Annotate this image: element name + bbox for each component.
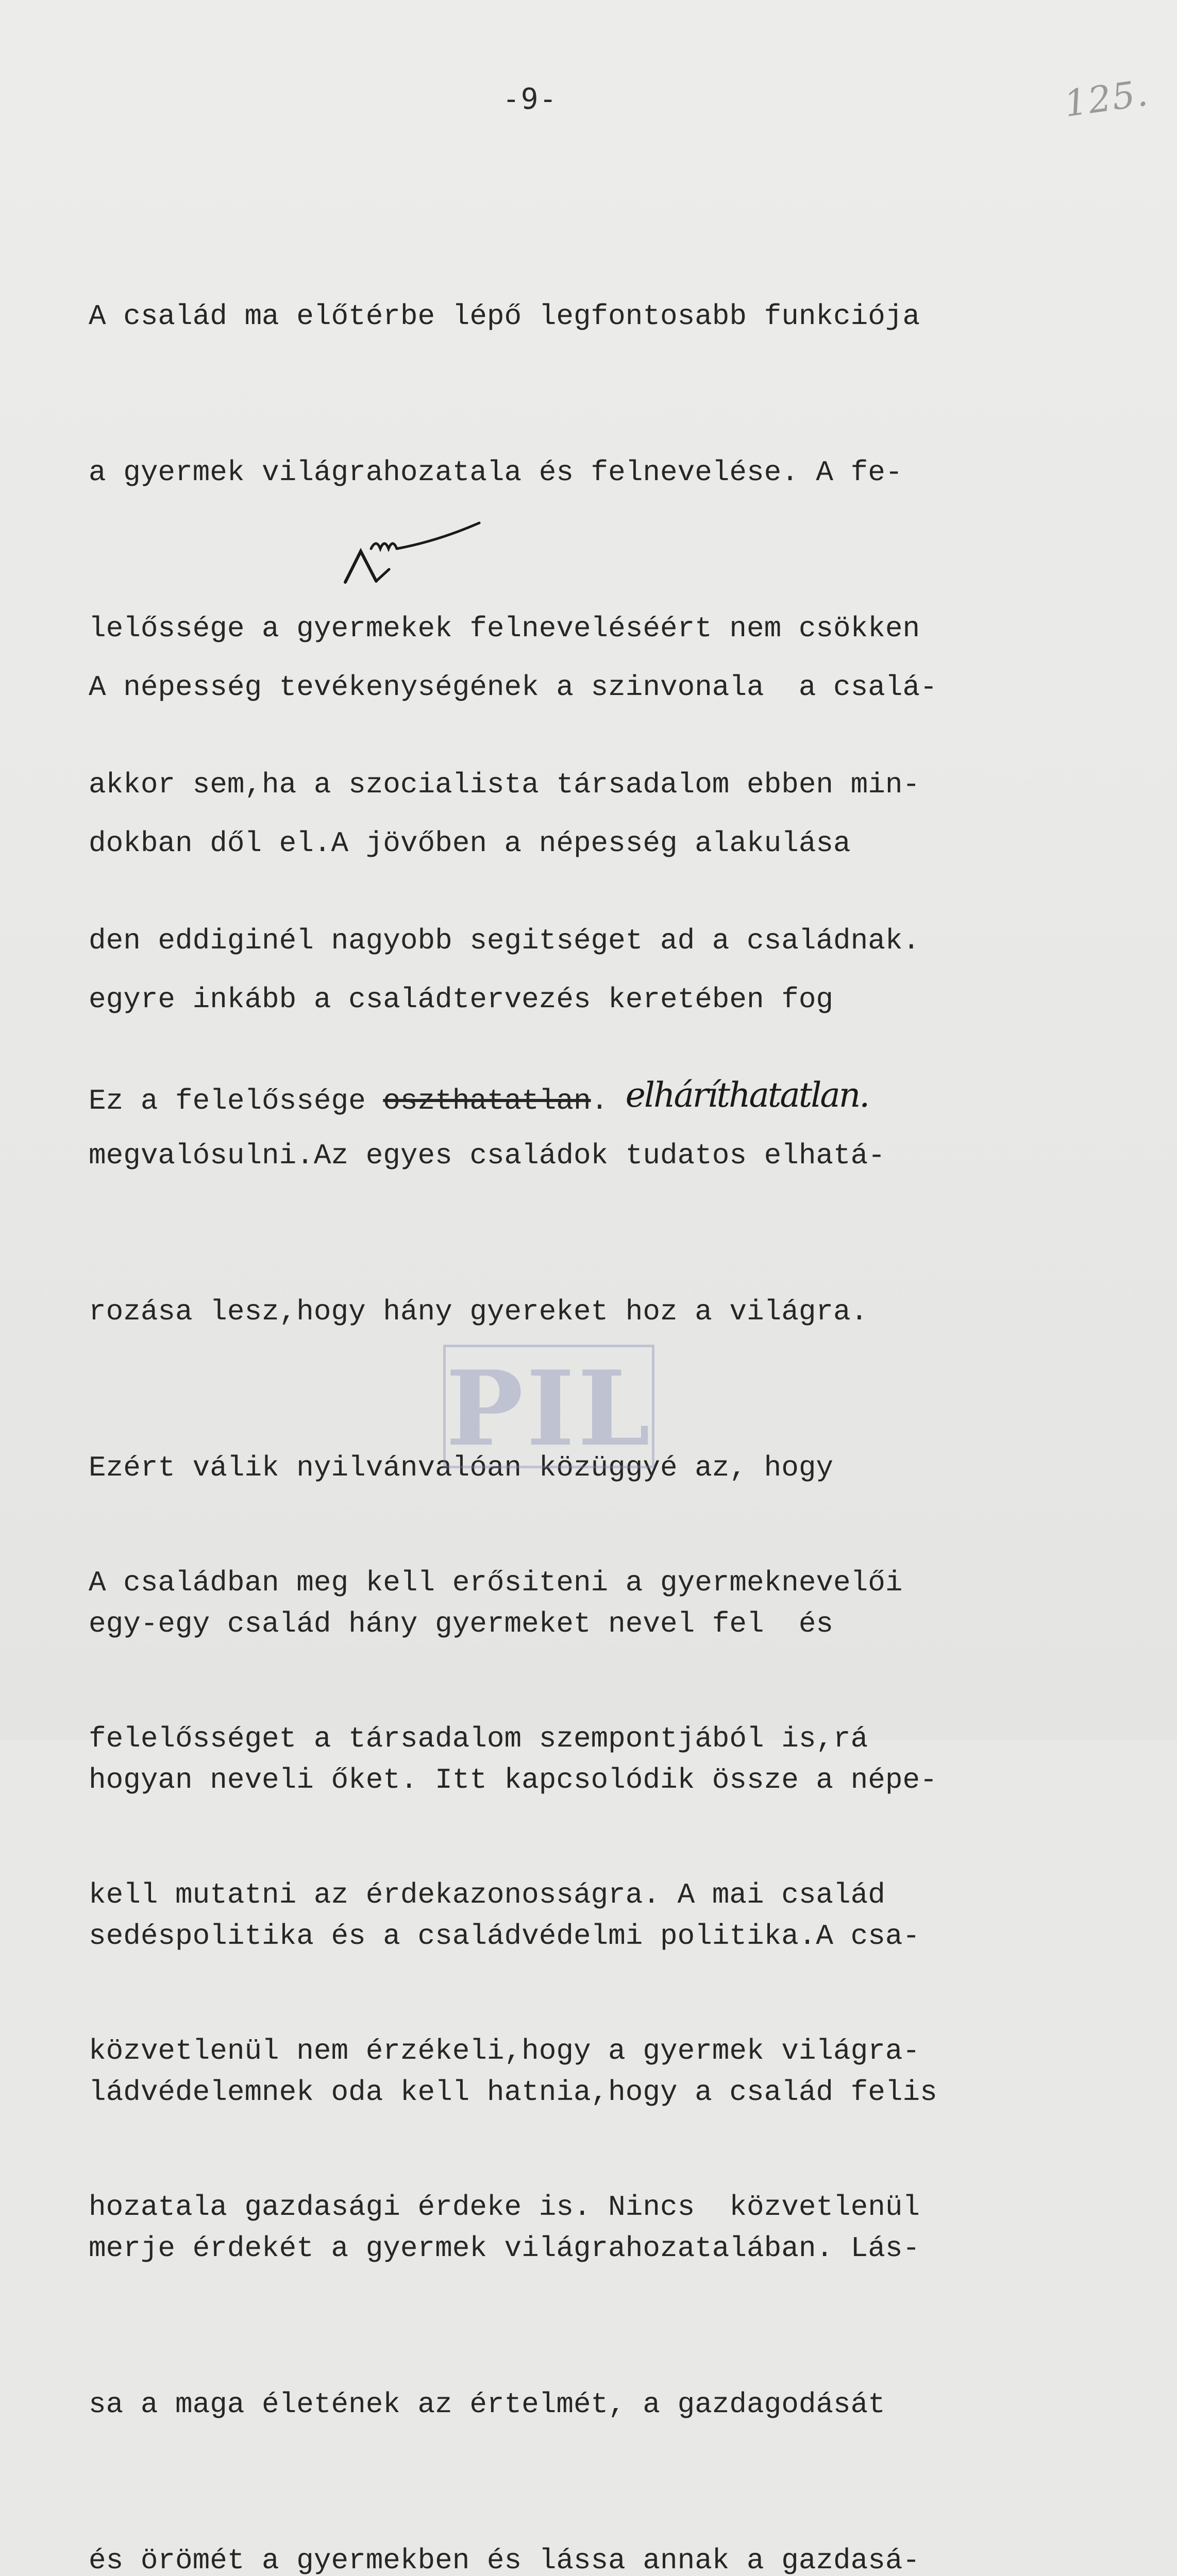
text-line: és örömét a gyermekben és lássa annak a gazdasá- [89,2544,920,2576]
struck-word: oszthatatlan [383,1084,591,1117]
text-line: kell mutatni az érdekazonosságra. A mai család [89,1878,885,1911]
text-line: den eddiginél nagyobb segitséget ad a családnak. [89,924,920,957]
text-line: rozása lesz,hogy hány gyereket hoz a világra. [89,1295,868,1328]
handwritten-correction: elháríthatatlan. [625,1075,869,1115]
text-line: sa a maga életének az értelmét, a gazdagodását [89,2388,885,2421]
text-line: Ezért válik nyilvánvalóan közüggyé az, hogy [89,1451,834,1484]
text-line: felelősséget a társadalom szempontjából is,rá [89,1722,868,1755]
text-line: hozatala gazdasági érdeke is. Nincs közvetlenül [89,2191,920,2224]
archive-stamp [443,1345,654,1468]
text-line: a gyermek világrahozatala és felnevelése. A fe- [89,456,903,489]
text-line: akkor sem,ha a szocialista társadalom ebben min- [89,768,920,801]
paragraph-3 [89,1453,1140,2337]
text-line: A családban meg kell erősiteni a gyermeknevelői [89,1566,903,1599]
archive-number-handwritten: 125. [1062,71,1151,126]
text-line: közvetlenül nem érzékeli,hogy a gyermek világra- [89,2035,920,2067]
stamp-text: PIL [446,1348,653,1469]
text-line: lelőssége a gyermekek felneveléséért nem csökken [89,612,920,645]
text-fragment: Ez a felelőssége [89,1084,383,1117]
text-line: A népesség tevékenységének a szinvonala a csalá- [89,671,937,704]
text-line: ládvédelemnek oda kell hatnia,hogy a család felis [89,2076,937,2109]
text-line: A család ma előtérbe lépő legfontosabb funkciója [89,300,920,333]
page-number: -9- [502,82,558,116]
text-line: megvalósulni.Az egyes családok tudatos elhatá- [89,1139,885,1172]
text-line: egyre inkább a családtervezés keretében fog [89,983,834,1016]
punctuation: . [591,1084,626,1117]
text-line: merje érdekét a gyermek világrahozatalában. Lás- [89,2232,920,2265]
text-line: hogyan neveli őket. Itt kapcsolódik össze a népe- [89,1764,937,1797]
text-line: egy-egy család hány gyermeket nevel fel és [89,1607,834,1640]
text-line: dokban dől el.A jövőben a népesség alakulása [89,827,851,860]
bleed-through-texture [93,155,897,185]
text-line: sedéspolitika és a családvédelmi politika.A csa- [89,1920,920,1953]
